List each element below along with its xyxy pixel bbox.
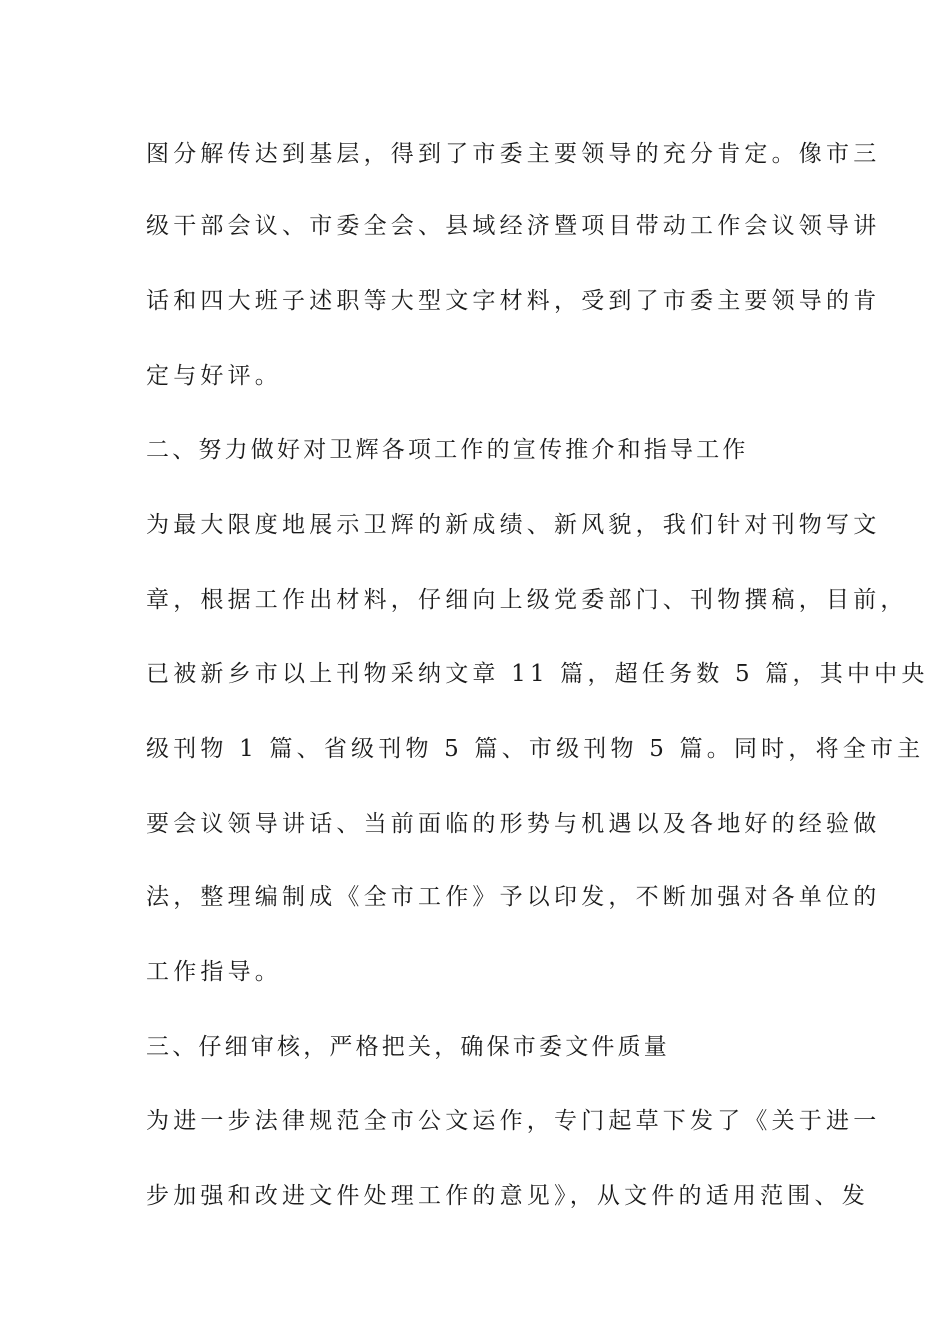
section-heading: 三、仔细审核，严格把关，确保市委文件质量 [146, 1034, 670, 1060]
text-line: 章，根据工作出材料，仔细向上级党委部门、刊物撰稿，目前， [146, 587, 908, 613]
text-line: 要会议领导讲话、当前面临的形势与机遇以及各地好的经验做 [146, 811, 881, 837]
text-line: 步加强和改进文件处理工作的意见》，从文件的适用范围、发 [146, 1183, 869, 1209]
text-line: 已被新乡市以上刊物采纳文章 11 篇，超任务数 5 篇，其中中央 [146, 661, 929, 687]
text-line: 定与好评。 [146, 363, 282, 389]
text-line: 法，整理编制成《全市工作》予以印发，不断加强对各单位的 [146, 884, 881, 910]
text-line: 图分解传达到基层，得到了市委主要领导的充分肯定。像市三 [146, 141, 881, 167]
text-line: 为最大限度地展示卫辉的新成绩、新风貌，我们针对刊物写文 [146, 512, 881, 538]
text-line: 为进一步法律规范全市公文运作，专门起草下发了《关于进一 [146, 1108, 881, 1134]
section-heading: 二、努力做好对卫辉各项工作的宣传推介和指导工作 [146, 437, 749, 463]
text-line: 话和四大班子述职等大型文字材料，受到了市委主要领导的肯 [146, 288, 881, 314]
text-line: 级干部会议、市委全会、县域经济暨项目带动工作会议领导讲 [146, 213, 881, 239]
text-line: 工作指导。 [146, 959, 282, 985]
text-line: 级刊物 1 篇、省级刊物 5 篇、市级刊物 5 篇。同时，将全市主 [146, 736, 925, 762]
